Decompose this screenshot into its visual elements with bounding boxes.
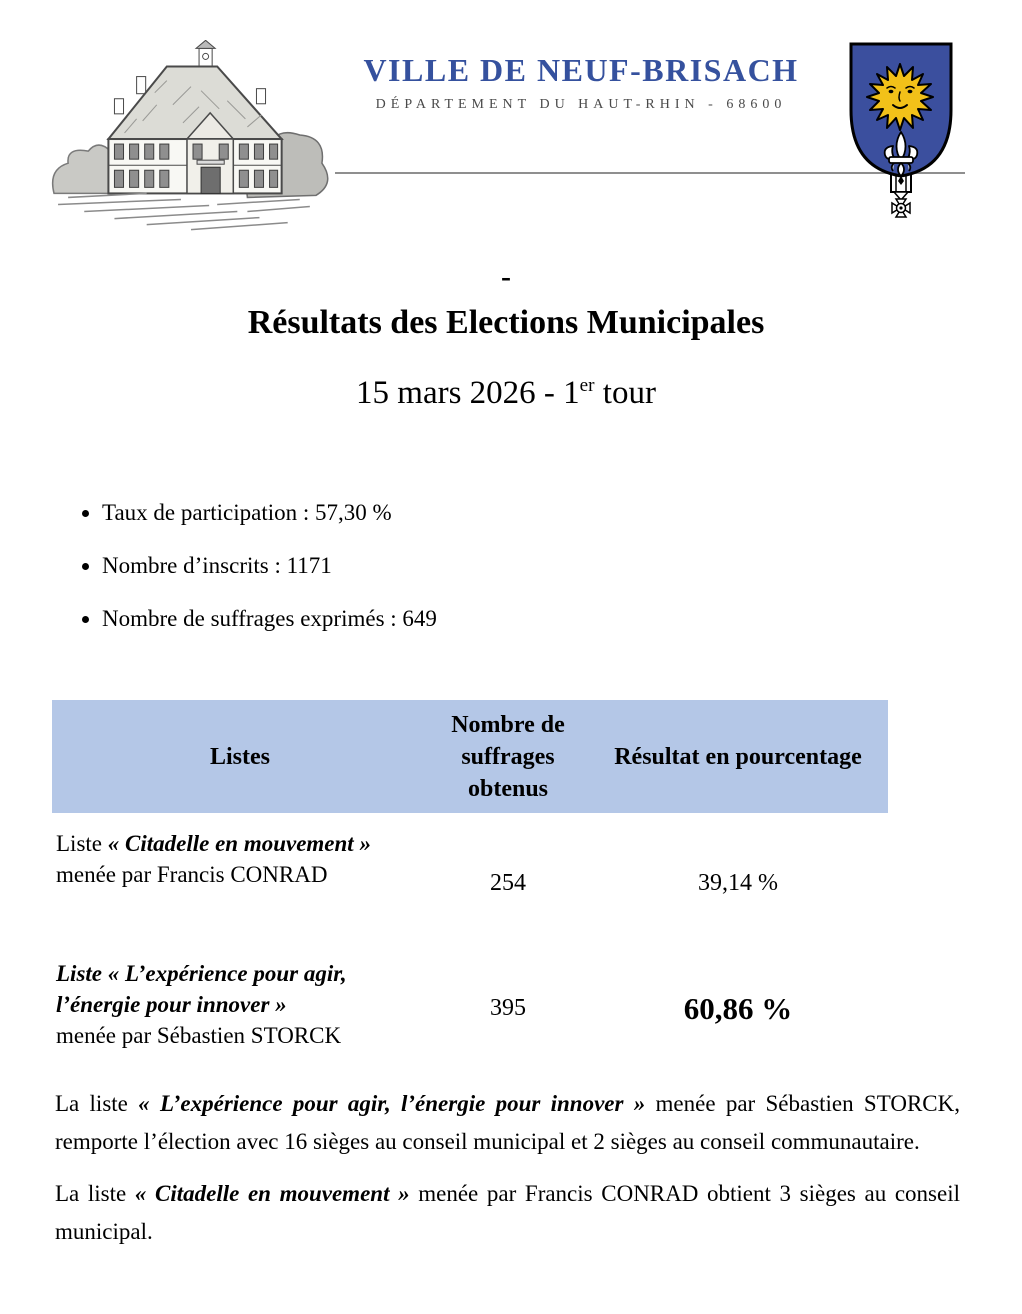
- table-row: [52, 958, 888, 1051]
- table-row: [52, 828, 888, 928]
- letterhead: [338, 54, 824, 113]
- winner-list-name: « L’expérience pour agir, l’énergie pour innover »: [138, 1091, 646, 1116]
- list-name: « Citadelle en mouvement »: [107, 831, 371, 856]
- list-cell: [52, 958, 428, 1051]
- date-superscript: er: [579, 375, 595, 396]
- percent-value: 60,86 %: [683, 991, 793, 1026]
- page-title: Résultats des Elections Municipales: [247, 304, 765, 341]
- winner-paragraph: [55, 1085, 960, 1161]
- list-name: Liste « L’expérience pour agir, l’énergie pour innover »: [56, 961, 347, 1017]
- department-line: DÉPARTEMENT DU HAUT-RHIN - 68600: [375, 97, 787, 112]
- list-leader: menée par Francis CONRAD: [56, 862, 328, 887]
- separator-dash: -: [501, 260, 511, 293]
- election-date: [0, 370, 1012, 416]
- paragraph-prefix: La liste: [55, 1181, 135, 1206]
- list-leader: menée par Sébastien STORCK: [56, 1023, 342, 1048]
- votes-value: 395: [490, 995, 526, 1021]
- paragraph-suffix: menée par Francis CONRAD obtient 3 sièges au conseil municipal.: [55, 1181, 960, 1244]
- paragraph-prefix: La liste: [55, 1091, 139, 1116]
- votes-value: 254: [490, 870, 526, 896]
- city-title: VILLE DE NEUF-BRISACH: [363, 52, 799, 88]
- results-summary: [55, 1085, 960, 1251]
- table-header-row: [52, 700, 888, 813]
- runner-up-paragraph: [55, 1175, 960, 1251]
- percent-value: 39,14 %: [698, 870, 778, 896]
- date-prefix: 15 mars 2026 - 1: [356, 375, 580, 411]
- participation-stats: [62, 498, 437, 657]
- stat-registered: • Nombre d’inscrits : 1171: [102, 551, 437, 580]
- stat-participation: • Taux de participation : 57,30 %: [102, 498, 437, 527]
- col-header-votes: Nombre de suffrages obtenus: [451, 711, 565, 802]
- date-suffix: tour: [594, 375, 656, 411]
- paragraph-suffix: menée par Sébastien STORCK, remporte l’élection avec 16 sièges au conseil municipal et 2 sièges au conseil communautaire.: [55, 1091, 961, 1154]
- stat-votes-cast: • Nombre de suffrages exprimés : 649: [102, 604, 437, 633]
- col-header-percent: Résultat en pourcentage: [614, 743, 862, 770]
- col-header-listes: Listes: [210, 743, 270, 770]
- list-prefix: Liste: [56, 831, 108, 856]
- results-table: [52, 700, 888, 1051]
- town-hall-engraving-icon: [50, 40, 332, 232]
- coat-of-arms-icon: [845, 40, 957, 226]
- runner-up-list-name: « Citadelle en mouvement »: [134, 1181, 410, 1206]
- list-cell: [52, 828, 428, 928]
